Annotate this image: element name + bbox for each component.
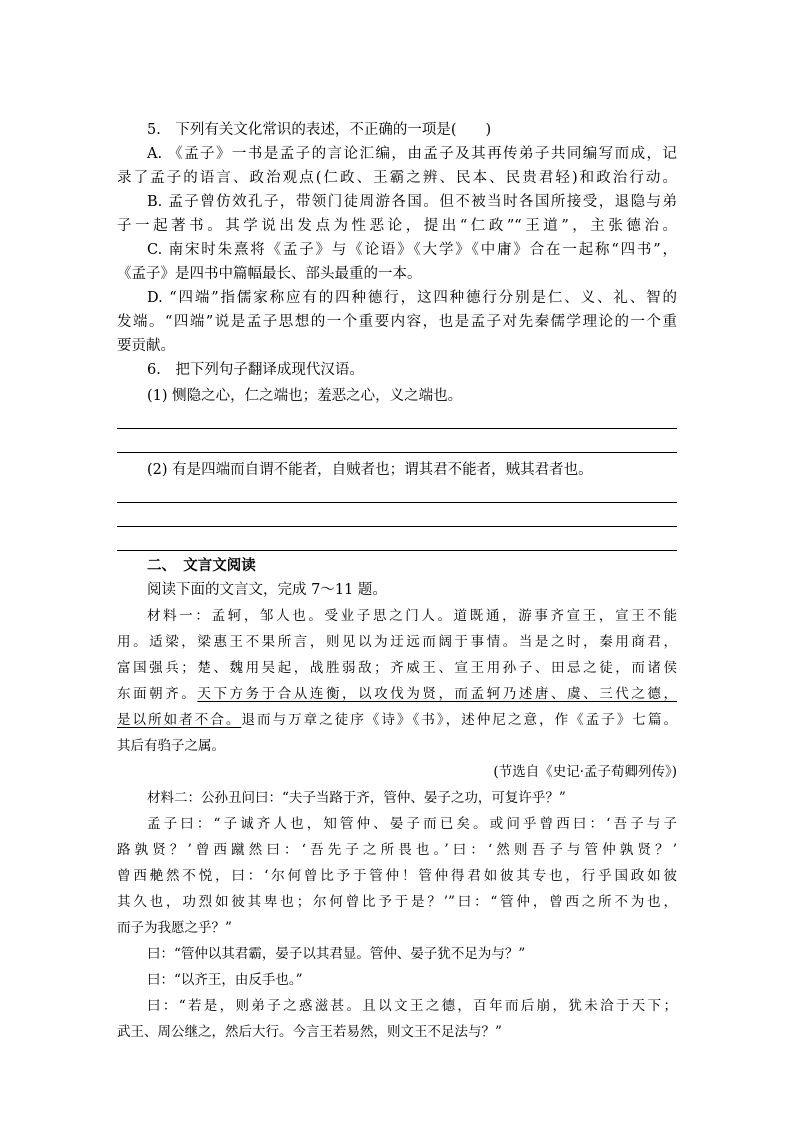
q6-sentence-1: (1) 恻隐之心，仁之端也；羞恶之心，义之端也。 — [147, 388, 463, 404]
q5-option-c-line2: 《孟子》是四书中篇幅最长、部头最重的一本。 — [117, 266, 422, 282]
answer-line[interactable] — [117, 526, 677, 527]
material1-label: 材料一： — [147, 608, 212, 624]
q5-option-b-line2: 子一起著书。其学说出发点为性恶论，提出“仁政”“王道”，主张德治。 — [117, 218, 677, 234]
q5-option-d-line3: 要贡献。 — [117, 338, 175, 354]
material2-line3: 路孰贤？’曾西蹴然曰：‘吾先子之所畏也。’曰：‘然则吾子与管仲孰贤？’ — [117, 842, 677, 858]
underlined-sentence: 天下方务于合从连衡，以攻伐为贤，而孟轲乃述唐、虞、三代之德， — [197, 686, 678, 702]
material1-line4: 东面朝齐。天下方务于合从连衡，以攻伐为贤，而孟轲乃述唐、虞、三代之德， — [117, 686, 678, 702]
q5-stem: 5. 下列有关文化常识的表述，不正确的一项是( ) — [147, 122, 492, 138]
material2-line5: 其久也，功烈如彼其卑也；尔何曾比予于是？’”曰：“管仲，曾西之所不为也， — [117, 894, 677, 910]
material2-line10: 武王、周公继之，然后大行。今言王若易然，则文王不足法与？” — [117, 1024, 502, 1040]
answer-line[interactable] — [117, 502, 677, 503]
answer-line[interactable] — [117, 452, 677, 453]
material1-line3: 富国强兵；楚、魏用吴起，战胜弱敌；齐威王、宣王用孙子、田忌之徒，而诸侯 — [117, 660, 677, 676]
material1-line2: 用。适梁，梁惠王不果所言，则见以为迂远而阔于事情。当是之时，秦用商君， — [117, 634, 677, 650]
material2-label: 材料二： — [147, 790, 201, 806]
answer-line[interactable] — [117, 428, 677, 429]
section-intro: 阅读下面的文言文，完成 7～11 题。 — [147, 582, 387, 598]
material2-line2: 孟子曰：“子诚齐人也，知管仲、晏子而已矣。或问乎曾西曰：‘吾子与子 — [147, 816, 677, 832]
q5-option-d-line2: 发端。“四端”说是孟子思想的一个重要内容，也是孟子对先秦儒学理论的一个重 — [117, 314, 677, 330]
q5-option-b-line1: B. 孟子曾仿效孔子，带领门徒周游各国。但不被当时各国所接受，退隐与弟 — [147, 194, 677, 210]
material2-line4: 曾西艴然不悦，曰：‘尔何曾比予于管仲！管仲得君如彼其专也，行乎国政如彼 — [117, 868, 677, 884]
material2-line6: 而子为我愿之乎？” — [117, 920, 232, 936]
q5-option-c-line1: C. 南宋时朱熹将《孟子》与《论语》《大学》《中庸》合在一起称“四书”， — [147, 242, 677, 258]
answer-line[interactable] — [117, 550, 677, 551]
q5-option-a-line2: 录了孟子的语言、政治观点(仁政、王霸之辨、民本、民贵君轻)和政治行动。 — [117, 170, 677, 186]
material1-source: (节选自《史记·孟子荀卿列传》) — [493, 764, 677, 780]
material2-line9: 曰：“若是，则弟子之惑滋甚。且以文王之德，百年而后崩，犹未洽于天下； — [147, 998, 677, 1014]
q6-stem: 6. 把下列句子翻译成现代汉语。 — [147, 362, 364, 378]
material2-line8: 曰：“以齐王，由反手也。” — [147, 972, 303, 988]
material1-line5: 是以所如者不合。退而与万章之徒序《诗》《书》，述仲尼之意，作《孟子》七篇。 — [117, 712, 678, 728]
material1-line1: 材料一：孟轲，邹人也。受业子思之门人。道既通，游事齐宣王，宣王不能 — [147, 608, 677, 624]
q6-sentence-2: (2) 有是四端而自谓不能者，自贼者也；谓其君不能者，贼其君者也。 — [147, 462, 593, 478]
material2-line7: 曰：“管仲以其君霸，晏子以其君显。管仲、晏子犹不足为与？” — [147, 946, 526, 962]
q5-option-d-line1: D. “四端”指儒家称应有的四种德行，这四种德行分别是仁、义、礼、智的 — [147, 290, 677, 306]
q5-option-a-line1: A. 《孟子》一书是孟子的言论汇编，由孟子及其再传弟子共同编写而成，记 — [147, 146, 677, 162]
underlined-sentence-end: 是以所如者不合。 — [117, 712, 242, 728]
material2-line1: 材料二：公孙丑问曰：“夫子当路于齐，管仲、晏子之功，可复许乎？” — [147, 790, 566, 806]
material1-line6: 其后有驺子之属。 — [117, 738, 225, 754]
section-title: 二、 文言文阅读 — [147, 557, 256, 574]
